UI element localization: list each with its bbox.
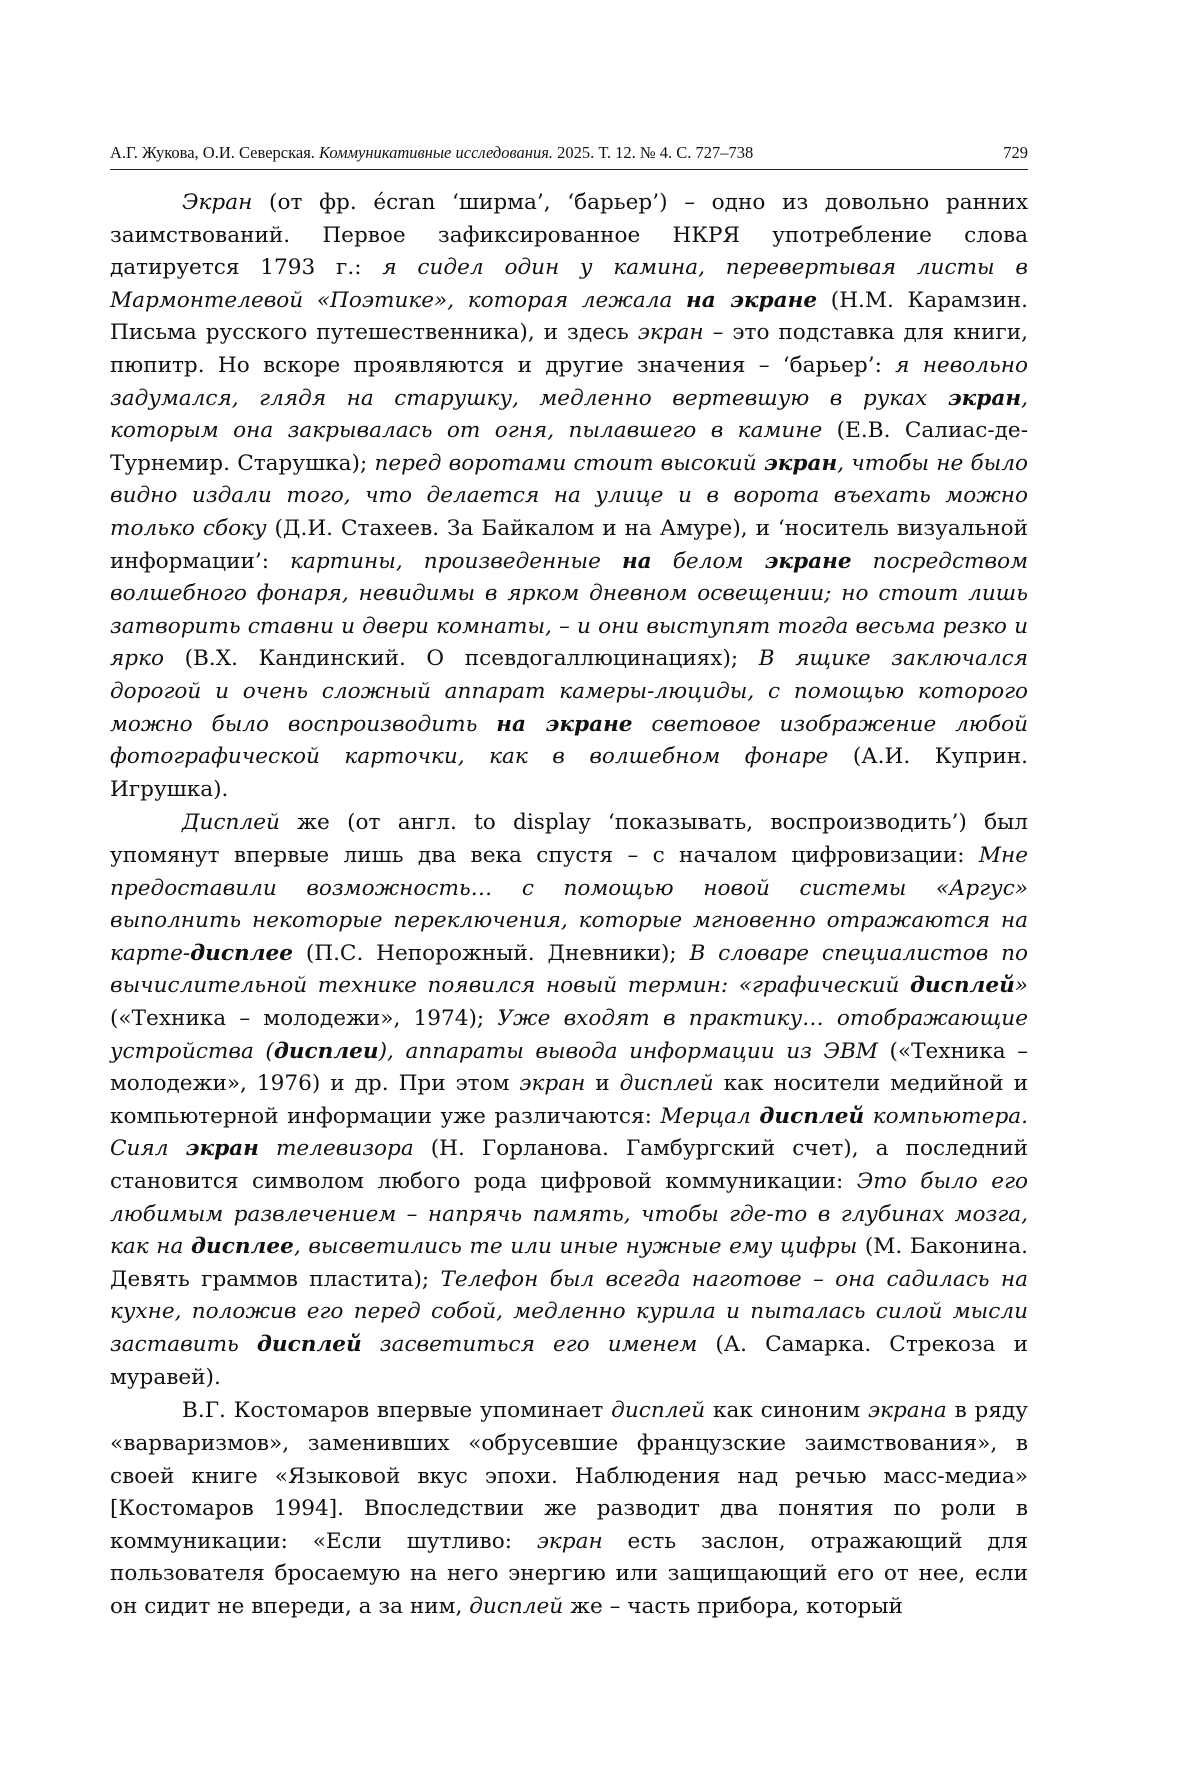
header-citation <box>110 142 753 164</box>
text-run: (Н. Горланова. Гамбургский счет), а последний становится символом любого рода цифровой коммуникации: <box>110 1136 1029 1194</box>
text-run: В.Г. Костомаров впервые упоминает <box>182 1398 612 1424</box>
text-run: («Техника – молодежи», 1976) и др. При этом <box>110 1038 1028 1097</box>
keyword-emphasis: экране <box>764 548 852 574</box>
italic-quote: ), аппараты вывода информации из ЭВМ <box>378 1038 878 1064</box>
italic-quote: » <box>1014 973 1028 999</box>
text-run: (Д.И. Стахеев. За Байкалом и на Амуре), и ‘носитель визуальной информации’: <box>110 515 1028 574</box>
header-journal: Коммуникативные исследования. <box>319 143 554 162</box>
keyword-emphasis: на экране <box>685 287 818 313</box>
keyword-emphasis: дисплее <box>191 1234 294 1260</box>
keyword-emphasis: дисплей <box>256 1331 362 1357</box>
italic-quote: Дисплей <box>182 810 280 836</box>
header-details: 2025. Т. 12. № 4. С. 727–738 <box>557 143 754 162</box>
italic-quote: дисплей <box>619 1071 714 1097</box>
keyword-emphasis: дисплеи <box>273 1038 379 1064</box>
article-body <box>110 187 1028 1624</box>
text-run: и <box>585 1071 620 1097</box>
paragraph-kostomarov <box>110 1395 1028 1623</box>
italic-quote: экран <box>637 320 704 346</box>
text-run: как носители медийной и компьютерной информации уже различаются: <box>110 1071 1029 1129</box>
text-run: есть заслон, отражающий для пользователя бросаемую на него энергию или защищающий его от нее, если он сидит не впереди, а за ним, <box>110 1528 1028 1619</box>
keyword-emphasis: дисплей <box>759 1103 865 1129</box>
italic-quote: Экран <box>182 190 253 215</box>
keyword-emphasis: дисплей <box>909 973 1015 999</box>
italic-quote: перед воротами стоит высокий <box>374 450 764 476</box>
text-run: (А.И. Куприн. Игрушка). <box>110 744 1028 802</box>
italic-quote: засветиться его именем <box>361 1331 698 1357</box>
keyword-emphasis: экран <box>947 385 1022 411</box>
italic-quote: , высветились те или иные нужные ему цифры <box>293 1234 858 1260</box>
italic-quote: экран <box>519 1071 586 1097</box>
italic-quote: Это было его любимым развлечением – напрячь память, чтобы где-то в глубинах мозга, как на <box>110 1169 1028 1260</box>
italic-quote: В ящике заключался дорогой и очень сложный аппарат камеры-люциды, с помощью которого можно было воспроизводить <box>110 646 1029 737</box>
italic-quote: световое изображение любой фотографической карточки, как в волшебном фонаре <box>110 711 1028 770</box>
journal-page <box>110 0 1028 1779</box>
italic-quote: я невольно задумался, глядя на старушку, медленно вертевшую в руках <box>110 352 1028 411</box>
text-run: же – часть прибора, который <box>563 1593 903 1619</box>
keyword-emphasis: на <box>621 548 652 574</box>
italic-quote: я сидел один у камина, перевертывая листы в Мармонтелевой «Поэтике», которая лежала <box>110 255 1028 313</box>
text-run: в ряду «варваризмов», заменивших «обрусевшие французские заимствования», в своей книге «Языковой вкус эпохи. Наблюдения над речью масс-медиа» [Костомаров 1994]. Впоследствии же разводит два понятия по роли в коммуникации: «Если шутливо: <box>110 1398 1029 1554</box>
italic-quote: белом <box>651 548 765 574</box>
text-run: (Е.В. Салиас-де-Турнемир. Старушка); <box>110 418 1029 476</box>
italic-quote: дисплей <box>611 1398 706 1424</box>
header-authors: А.Г. Жукова, О.И. Северская. <box>110 143 315 162</box>
italic-quote: , которым она закрывалась от огня, пылавшего в камине <box>110 385 1028 444</box>
paragraph-displey <box>110 807 1028 1394</box>
italic-quote: дисплей <box>469 1593 564 1619</box>
italic-quote: Мне предоставили возможность… с помощью новой системы «Аргус» выполнить некоторые переключения, которые мгновенно отражаются на карте- <box>110 843 1028 966</box>
italic-quote: Телефон был всегда наготове – она садилась на кухне, положив его перед собой, медленно курила и пыталась силой мысли заставить <box>110 1266 1028 1357</box>
running-header <box>110 142 1028 164</box>
italic-quote: экрана <box>867 1398 947 1424</box>
keyword-emphasis: экран <box>185 1136 259 1162</box>
text-run: (М. Баконина. Девять граммов пластита); <box>110 1234 1028 1292</box>
text-run: (П.С. Непорожный. Дневники); <box>293 940 690 966</box>
italic-quote: В словаре специалистов по вычислительной технике появился новый термин: «графический <box>110 940 1029 999</box>
text-run: (от фр. écran ‘ширма’, ‘барьер’) – одно из довольно ранних заимствований. Первое зафиксированное НКРЯ употребление слова датируется 1793 г.: <box>110 190 1028 281</box>
page-number: 729 <box>1003 143 1028 162</box>
paragraph-ekran <box>110 187 1028 806</box>
keyword-emphasis: экран <box>763 450 838 476</box>
keyword-emphasis: на экране <box>496 711 633 737</box>
text-run: (Н.М. Карамзин. Письма русского путешественника), и здесь <box>110 287 1029 346</box>
italic-quote: , чтобы не было видно издали того, что делается на улице и в ворота въехать можно только сбоку <box>110 450 1028 541</box>
italic-quote: Уже входят в практику… отображающие устройства ( <box>110 1006 1028 1064</box>
italic-quote: экран <box>536 1528 603 1554</box>
italic-quote: картины, произведенные <box>290 548 622 574</box>
italic-quote: Мерцал <box>660 1103 760 1129</box>
text-run: как синоним <box>705 1398 868 1424</box>
text-run: («Техника – молодежи», 1974); <box>110 1006 498 1032</box>
text-run: (А. Самарка. Стрекоза и муравей). <box>110 1331 1028 1390</box>
text-run: – это подставка для книги, пюпитр. Но вскоре проявляются и другие значения – ‘барьер’: <box>110 320 1028 378</box>
keyword-emphasis: дисплее <box>190 940 294 966</box>
italic-quote: телевизора <box>258 1136 414 1162</box>
text-run: (В.Х. Кандинский. О псевдогаллюцинациях); <box>164 646 759 672</box>
italic-quote: посредством волшебного фонаря, невидимы в ярком дневном освещении; но стоит лишь затворить ставни и двери комнаты, – и они выступят тогда весьма резко и ярко <box>110 548 1028 672</box>
text-run: же (от англ. to display ‘показывать, воспроизводить’) был упомянут впервые лишь два века спустя – с началом цифровизации: <box>110 810 1028 869</box>
italic-quote: компьютера. Сиял <box>110 1103 1028 1162</box>
header-rule <box>110 169 1028 170</box>
